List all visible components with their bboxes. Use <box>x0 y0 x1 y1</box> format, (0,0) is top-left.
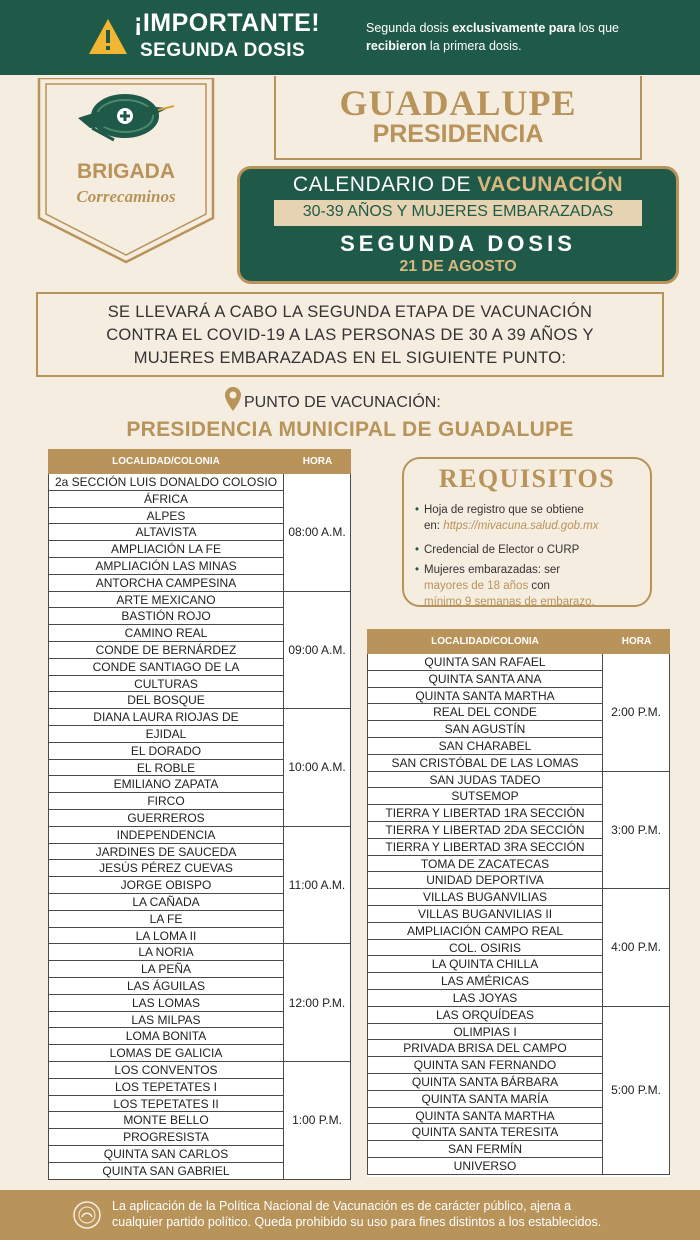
table-row: TIERRA Y LIBERTAD 1RA SECCIÓN <box>367 805 603 822</box>
brigada-subtitle: Correcaminos <box>76 187 176 206</box>
bullet-icon: • <box>415 564 420 576</box>
table-row: JESÚS PÉREZ CUEVAS <box>48 860 284 877</box>
hour-cell: 1:00 P.M. <box>284 1062 351 1180</box>
requirement-item: • Mujeres embarazadas: ser mayores de 18 años con mínimo 9 semanas de embarazo. <box>415 564 595 608</box>
table-row: TOMA DE ZACATECAS <box>367 856 603 873</box>
table-row: ÁFRICA <box>48 491 284 508</box>
hour-cell: 5:00 P.M. <box>603 1007 670 1175</box>
locality-header: LOCALIDAD/COLONIA <box>112 456 220 467</box>
hour-header: HORA <box>302 456 333 467</box>
table-row: PROGRESISTA <box>48 1129 284 1146</box>
table-row: INDEPENDENCIA <box>48 827 284 844</box>
table-row: LOMA BONITA <box>48 1028 284 1045</box>
table-row: CONDE SANTIAGO DE LA <box>48 659 284 676</box>
table-row: EL DORADO <box>48 743 284 760</box>
table-row: VILLAS BUGANVILIAS <box>367 889 603 906</box>
table-row: BASTIÓN ROJO <box>48 608 284 625</box>
table-row: LA CAÑADA <box>48 894 284 911</box>
table-row: ARTE MEXICANO <box>48 592 284 609</box>
table-row: QUINTA SANTA ANA <box>367 671 603 688</box>
table-row: QUINTA SAN RAFAEL <box>367 654 603 671</box>
table-row: DEL BOSQUE <box>48 692 284 709</box>
table-row: LAS ÁGUILAS <box>48 978 284 995</box>
table-row: EL ROBLE <box>48 760 284 777</box>
requirement-item: • Hoja de registro que se obtiene en: https://mivacuna.salud.gob.mx <box>415 504 599 532</box>
hour-cell: 10:00 A.M. <box>284 709 351 827</box>
table-row: VILLAS BUGANVILIAS II <box>367 906 603 923</box>
table-row: MONTE BELLO <box>48 1112 284 1129</box>
table-row: QUINTA SANTA MARÍA <box>367 1091 603 1108</box>
table-row: LAS ORQUÍDEAS <box>367 1007 603 1024</box>
table-row: LOS TEPETATES I <box>48 1079 284 1096</box>
table-row: LOS CONVENTOS <box>48 1062 284 1079</box>
hour-cell: 12:00 P.M. <box>284 944 351 1062</box>
location-pin-icon <box>224 386 242 412</box>
table-row: LAS LOMAS <box>48 995 284 1012</box>
table-row: LA NORIA <box>48 944 284 961</box>
requirements-title: REQUISITOS <box>438 464 616 493</box>
table-row: ALPES <box>48 508 284 525</box>
table-row: FIRCO <box>48 793 284 810</box>
hour-cell: 09:00 A.M. <box>284 592 351 710</box>
bullet-icon: • <box>415 544 420 556</box>
registration-link[interactable]: https://mivacuna.salud.gob.mx <box>443 520 599 532</box>
table-row: UNIVERSO <box>367 1158 603 1175</box>
calendar-title: CALENDARIO DE VACUNACIÓN <box>292 173 624 196</box>
footer-text: La aplicación de la Política Nacional de Vacunación es de carácter público, ajena a cualquier partido político. Queda prohibido su uso para fines distintos a los establecidos. <box>112 1199 602 1229</box>
place-subtitle: PRESIDENCIA <box>372 120 544 148</box>
announcement-line: SE LLEVARÁ A CABO LA SEGUNDA ETAPA DE VACUNACIÓN <box>107 303 593 321</box>
table-row: JARDINES DE SAUCEDA <box>48 844 284 861</box>
table-row: JORGE OBISPO <box>48 877 284 894</box>
table-row: QUINTA SAN GABRIEL <box>48 1163 284 1180</box>
table-row: 2a SECCIÓN LUIS DONALDO COLOSIO <box>48 474 284 491</box>
important-title: ¡IMPORTANTE! <box>134 9 321 37</box>
table-row: LOS TEPETATES II <box>48 1096 284 1113</box>
table-row: SAN FERMÍN <box>367 1141 603 1158</box>
table-row: QUINTA SAN CARLOS <box>48 1146 284 1163</box>
schedule-table-right <box>367 629 670 1177</box>
hour-cell: 08:00 A.M. <box>284 474 351 592</box>
table-row: AMPLIACIÓN LAS MINAS <box>48 558 284 575</box>
table-row: TIERRA Y LIBERTAD 2DA SECCIÓN <box>367 822 603 839</box>
table-row: UNIDAD DEPORTIVA <box>367 872 603 889</box>
announcement-line: CONTRA EL COVID-19 A LAS PERSONAS DE 30 A 39 AÑOS Y <box>106 326 594 344</box>
brigada-title: BRIGADA <box>77 160 175 183</box>
table-row: CAMINO REAL <box>48 625 284 642</box>
table-row: OLIMPIAS I <box>367 1024 603 1041</box>
announcement-line: MUJERES EMBARAZADAS EN EL SIGUIENTE PUNTO: <box>133 349 567 367</box>
table-row: SAN CHARABEL <box>367 738 603 755</box>
warning-icon <box>88 17 128 57</box>
table-row: DIANA LAURA RIOJAS DE <box>48 709 284 726</box>
punto-value: PRESIDENCIA MUNICIPAL DE GUADALUPE <box>126 418 574 441</box>
table-row: LA PEÑA <box>48 961 284 978</box>
table-row: ANTORCHA CAMPESINA <box>48 575 284 592</box>
bullet-icon: • <box>415 504 420 516</box>
hour-cell: 11:00 A.M. <box>284 827 351 945</box>
table-header <box>48 449 351 474</box>
table-row: QUINTA SANTA BÁRBARA <box>367 1074 603 1091</box>
hour-header: HORA <box>621 636 652 647</box>
table-row: SAN AGUSTÍN <box>367 721 603 738</box>
table-row: COL. OSIRIS <box>367 940 603 957</box>
table-row: REAL DEL CONDE <box>367 704 603 721</box>
table-row: LOMAS DE GALICIA <box>48 1045 284 1062</box>
table-row: QUINTA SANTA TERESITA <box>367 1124 603 1141</box>
table-row: ALTAVISTA <box>48 524 284 541</box>
table-row: GUERREROS <box>48 810 284 827</box>
punto-label: PUNTO DE VACUNACIÓN: <box>244 394 441 411</box>
place-title: GUADALUPE <box>339 83 577 123</box>
table-row: LAS AMÉRICAS <box>367 973 603 990</box>
table-row: LA QUINTA CHILLA <box>367 956 603 973</box>
important-subtitle: SEGUNDA DOSIS <box>140 40 306 61</box>
hour-cell: 4:00 P.M. <box>603 889 670 1007</box>
announcement-box <box>36 292 664 377</box>
table-row: SUTSEMOP <box>367 788 603 805</box>
table-row: QUINTA SANTA MARTHA <box>367 688 603 705</box>
table-row: QUINTA SANTA MARTHA <box>367 1108 603 1125</box>
age-group-text: 30-39 AÑOS Y MUJERES EMBARAZADAS <box>302 203 614 220</box>
table-header <box>367 629 670 654</box>
date-text: 21 DE AGOSTO <box>399 258 517 275</box>
national-seal-icon <box>72 1200 102 1230</box>
dose-text: SEGUNDA DOSIS <box>340 231 576 256</box>
roadrunner-logo-icon <box>70 88 180 150</box>
schedule-table-left <box>48 449 351 1179</box>
table-row: LAS MILPAS <box>48 1012 284 1029</box>
banner-note: Segunda dosis exclusivamente para los que recibieron la primera dosis. <box>366 21 619 53</box>
table-row: LA LOMA II <box>48 928 284 945</box>
table-row: CULTURAS <box>48 676 284 693</box>
requirement-item: • Credencial de Elector o CURP <box>415 544 580 556</box>
table-row: AMPLIACIÓN LA FE <box>48 541 284 558</box>
table-row: LAS JOYAS <box>367 990 603 1007</box>
hour-cell: 2:00 P.M. <box>603 654 670 772</box>
table-row: EJIDAL <box>48 726 284 743</box>
table-row: AMPLIACIÓN CAMPO REAL <box>367 923 603 940</box>
table-row: CONDE DE BERNÁRDEZ <box>48 642 284 659</box>
table-row: EMILIANO ZAPATA <box>48 776 284 793</box>
table-row: QUINTA SAN FERNANDO <box>367 1057 603 1074</box>
hour-cell: 3:00 P.M. <box>603 772 670 890</box>
table-row: LA FE <box>48 911 284 928</box>
table-row: SAN CRISTÓBAL DE LAS LOMAS <box>367 755 603 772</box>
table-row: SAN JUDAS TADEO <box>367 772 603 789</box>
table-row: TIERRA Y LIBERTAD 3RA SECCIÓN <box>367 839 603 856</box>
table-row: PRIVADA BRISA DEL CAMPO <box>367 1040 603 1057</box>
locality-header: LOCALIDAD/COLONIA <box>431 636 539 647</box>
